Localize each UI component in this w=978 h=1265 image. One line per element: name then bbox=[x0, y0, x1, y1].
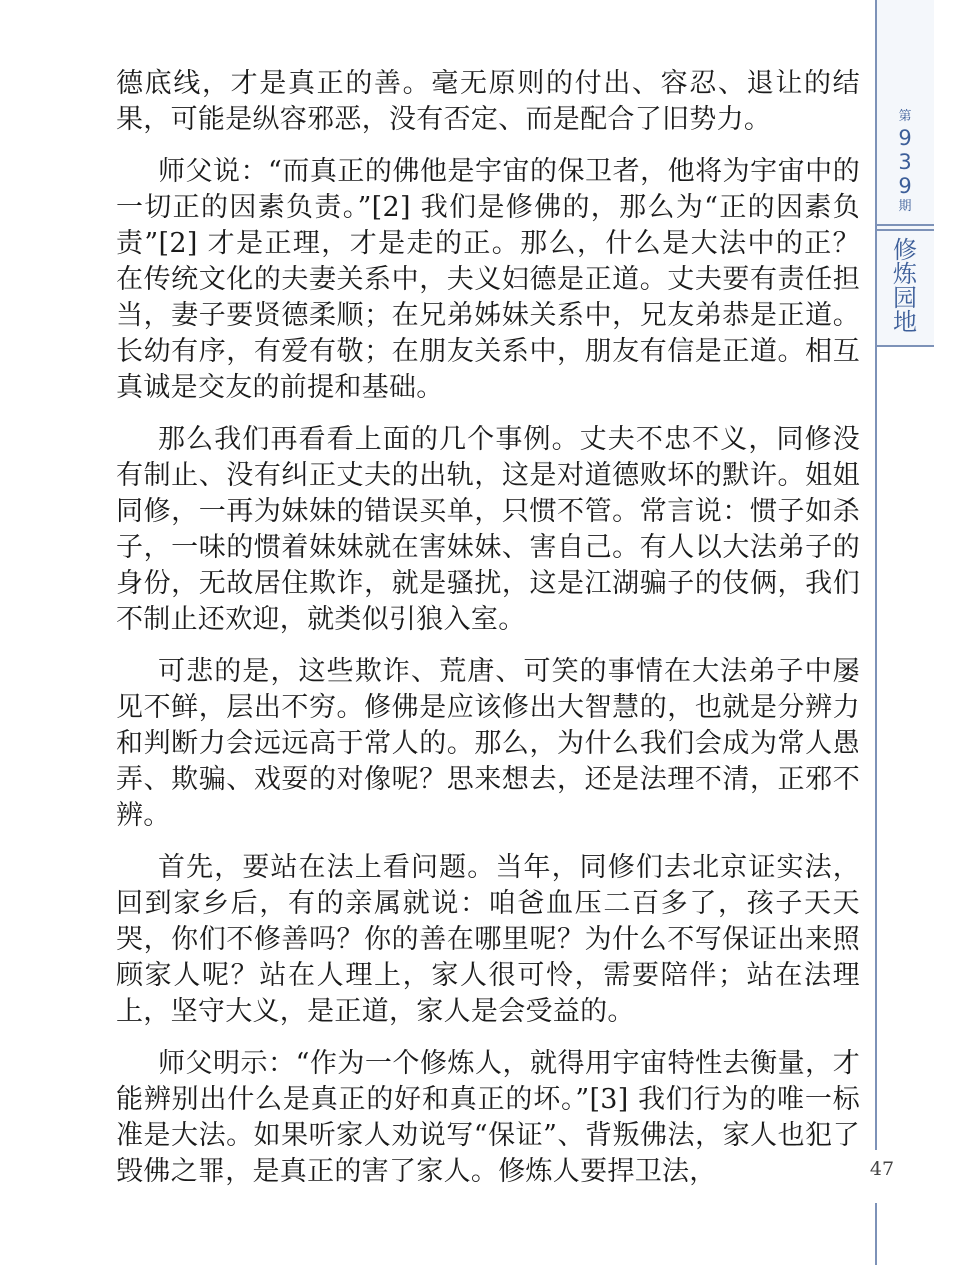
margin-rule-bottom bbox=[875, 1203, 877, 1265]
divider bbox=[876, 224, 934, 226]
issue-digit: 9 bbox=[898, 174, 912, 198]
article-body bbox=[116, 66, 860, 1206]
section-char: 地 bbox=[893, 308, 917, 336]
section-char: 园 bbox=[893, 284, 917, 312]
page-number: 47 bbox=[869, 1158, 895, 1180]
issue-label bbox=[876, 108, 934, 216]
paragraph: 师父明示：“作为一个修炼人，就得用宇宙特性去衡量，才能辨别出什么是真正的好和真正的坏。”[3] 我们行为的唯一标准是大法。如果听家人劝说写“保证”、背叛佛法，家人也犯了毁佛之罪，是真正的害了家人。修炼人要捍卫法， bbox=[116, 1048, 860, 1187]
paragraph: 德底线，才是真正的善。毫无原则的付出、容忍、退让的结果，可能是纵容邪恶，没有否定、而是配合了旧势力。 bbox=[116, 68, 860, 135]
section-char: 炼 bbox=[893, 260, 917, 288]
paragraph: 首先，要站在法上看问题。当年，同修们去北京证实法，回到家乡后，有的亲属就说：咱爸血压二百多了，孩子天天哭，你们不修善吗？你的善在哪里呢？为什么不写保证出来照顾家人呢？站在人理上，家人很可怜，需要陪伴；站在法理上，坚守大义，是正道，家人是会受益的。 bbox=[116, 852, 860, 1027]
divider bbox=[876, 345, 934, 347]
issue-digit: 3 bbox=[898, 150, 912, 174]
issue-digit: 9 bbox=[898, 126, 912, 150]
issue-suffix: 期 bbox=[898, 199, 912, 214]
divider bbox=[876, 229, 934, 231]
paragraph: 师父说：“而真正的佛他是宇宙的保卫者，他将为宇宙中的一切正的因素负责。”[2] 我们是修佛的，那么为“正的因素负责”[2] 才是正理，才是走的正。那么，什么是大法中的正？在传统文化的夫妻关系中，夫义妇德是正道。丈夫要有责任担当，妻子要贤德柔顺；在兄弟姊妹关系中，兄友弟恭是正道。长幼有序，有爱有敬；在朋友关系中，朋友有信是正道。相互真诚是交友的前提和基础。 bbox=[116, 156, 860, 403]
paragraph: 可悲的是，这些欺诈、荒唐、可笑的事情在大法弟子中屡见不鲜，层出不穷。修佛是应该修出大智慧的，也就是分辨力和判断力会远远高于常人的。那么，为什么我们会成为常人愚弄、欺骗、戏耍的对像呢？思来想去，还是法理不清，正邪不辨。 bbox=[116, 656, 860, 831]
paragraph: 那么我们再看看上面的几个事例。丈夫不忠不义，同修没有制止、没有纠正丈夫的出轨，这是对道德败坏的默许。姐姐同修，一再为妹妹的错误买单，只惯不管。常言说：惯子如杀子，一味的惯着妹妹就在害妹妹、害自己。有人以大法弟子的身份，无故居住欺诈，就是骚扰，这是江湖骗子的伎俩，我们不制止还欢迎，就类似引狼入室。 bbox=[116, 424, 860, 635]
section-char: 修 bbox=[893, 236, 917, 264]
issue-prefix: 第 bbox=[898, 109, 912, 124]
section-title bbox=[876, 238, 934, 334]
